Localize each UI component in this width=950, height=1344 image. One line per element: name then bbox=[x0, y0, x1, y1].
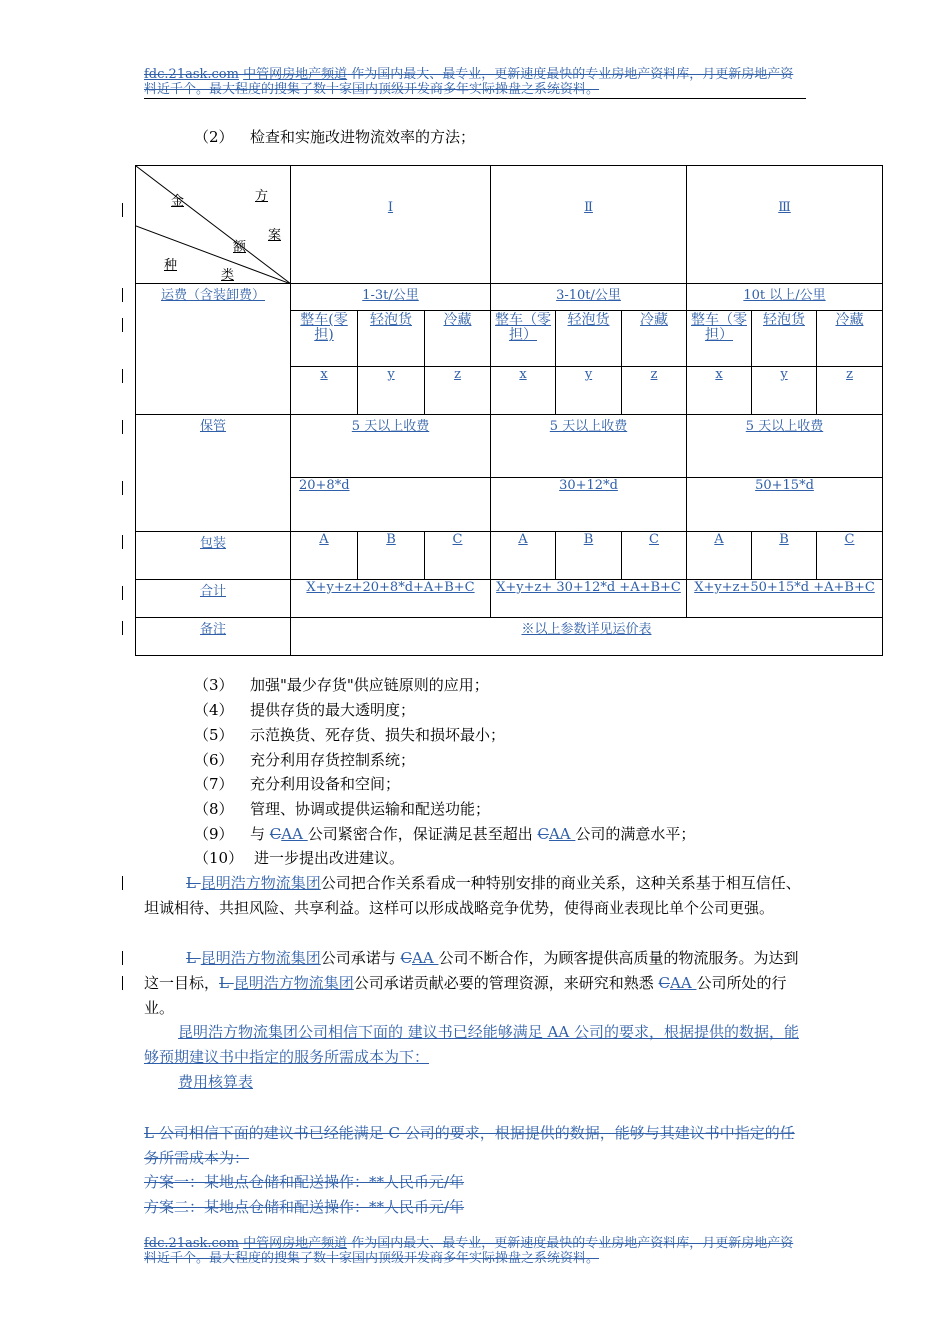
freight-value: y bbox=[752, 367, 817, 415]
list-item-9: （9） 与 CAA 公司紧密合作，保证满足甚至超出 CAA 公司的满意水平； bbox=[194, 825, 696, 843]
row-label-remark: 备注 bbox=[136, 618, 291, 656]
list-item-2 bbox=[194, 127, 475, 147]
paragraph-proposal-deleted: L 公司相信下面的建议书已经能满足 C 公司的要求，根据提供的数据，能够与其建议书中指定的任务所需成本为： bbox=[144, 1124, 795, 1167]
change-bar bbox=[122, 288, 123, 302]
list-item-6: （6） 充分利用存货控制系统； bbox=[194, 751, 416, 769]
packing-value: B bbox=[556, 532, 622, 580]
list-item-3: （3） 加强"最少存货"供应链原则的应用； bbox=[194, 676, 489, 694]
scheme-header-1: Ⅰ bbox=[291, 166, 491, 284]
change-bar bbox=[122, 420, 123, 434]
freight-value: x bbox=[491, 367, 556, 415]
list-item-5: （5） 示范换货、死存货、损失和损坏最小； bbox=[194, 726, 506, 744]
change-bar bbox=[122, 318, 123, 332]
row-label-total: 合计 bbox=[136, 580, 291, 618]
freight-range-3: 10t 以上/公里 bbox=[687, 284, 883, 311]
diag-label: 方 bbox=[255, 189, 269, 204]
freight-value: x bbox=[291, 367, 358, 415]
freight-value: y bbox=[358, 367, 425, 415]
storage-formula-3: 50+15*d bbox=[687, 478, 883, 532]
diag-label: 种 bbox=[164, 258, 178, 273]
freight-sub-light: 轻泡货 bbox=[556, 311, 622, 367]
storage-formula-1: 20+8*d bbox=[291, 478, 491, 532]
storage-note: 5 天以上收费 bbox=[687, 415, 883, 478]
storage-formula-2: 30+12*d bbox=[491, 478, 687, 532]
diag-label: 金 bbox=[171, 194, 185, 209]
header-description: 作为国内最大、最专业，更新速度最快的专业房地产资料库，月更新房地产资料近千个。最大程度的搜集了数十家国内顶级开发商多年实际操盘之系统资料。 bbox=[144, 67, 794, 97]
row-label-storage: 保管 bbox=[136, 415, 291, 532]
scheme-header-2: Ⅱ bbox=[491, 166, 687, 284]
diag-label: 额 bbox=[233, 240, 247, 255]
freight-value: z bbox=[622, 367, 687, 415]
packing-value: C bbox=[622, 532, 687, 580]
deleted-text: L bbox=[186, 874, 201, 892]
diag-label: 类 bbox=[221, 268, 235, 283]
paragraph-partnership: L 昆明浩方物流集团公司把合作关系看成一种特别安排的商业关系，这种关系基于相互信任、坦诚相待、共担风险、共享利益。这样可以形成战略竞争优势，使得商业表现比单个公司更强。 bbox=[144, 874, 801, 917]
packing-value: A bbox=[291, 532, 358, 580]
total-value-1: X+y+z+20+8*d+A+B+C bbox=[291, 580, 491, 618]
packing-value: B bbox=[752, 532, 817, 580]
change-bar bbox=[122, 535, 123, 549]
change-bar bbox=[122, 621, 123, 635]
change-bar bbox=[122, 203, 123, 217]
storage-note: 5 天以上收费 bbox=[291, 415, 491, 478]
freight-value: z bbox=[425, 367, 491, 415]
change-bar bbox=[122, 951, 123, 965]
storage-note: 5 天以上收费 bbox=[491, 415, 687, 478]
list-item-4: （4） 提供存货的最大透明度； bbox=[194, 701, 416, 719]
paragraph-commitment: L 昆明浩方物流集团公司承诺与 CAA 公司不断合作，为顾客提供高质量的物流服务。为达到这一目标，L 昆明浩方物流集团公司承诺贡献必要的管理资源，来研究和熟悉 CAA 公司所处的行业。 bbox=[144, 949, 799, 1017]
change-bar bbox=[122, 369, 123, 383]
footer-description: 作为国内最大、最专业，更新速度最快的专业房地产资料库，月更新房地产资料近千个。最大程度的搜集了数十家国内顶级开发商多年实际操盘之系统资料。 bbox=[144, 1236, 794, 1266]
list-item-7: （7） 充分利用设备和空间； bbox=[194, 775, 401, 793]
inserted-text: 昆明浩方物流集团 bbox=[200, 874, 321, 892]
freight-sub-light: 轻泡货 bbox=[358, 311, 425, 367]
header-site-link[interactable]: fdc.21ask.com bbox=[144, 67, 239, 82]
scheme-header-3: Ⅲ bbox=[687, 166, 883, 284]
freight-value: z bbox=[817, 367, 883, 415]
cost-table-title: 费用核算表 bbox=[178, 1073, 254, 1091]
packing-value: C bbox=[425, 532, 491, 580]
diag-label: 案 bbox=[268, 228, 282, 243]
cost-table bbox=[135, 165, 883, 656]
freight-value: y bbox=[556, 367, 622, 415]
packing-value: C bbox=[817, 532, 883, 580]
row-label-freight: 运费（含装卸费） bbox=[136, 284, 291, 415]
list-text: 检查和实施改进物流效率的方法； bbox=[250, 128, 476, 146]
freight-sub-cold: 冷藏 bbox=[622, 311, 687, 367]
diagonal-header-cell bbox=[136, 166, 291, 284]
deleted-text: C bbox=[269, 825, 282, 843]
inserted-text: AA bbox=[281, 825, 308, 843]
change-bar bbox=[122, 481, 123, 495]
deleted-text: C bbox=[537, 825, 549, 843]
footer-site-link[interactable]: fdc.21ask.com bbox=[144, 1236, 239, 1251]
freight-sub-full: 整车(零担) bbox=[291, 311, 358, 367]
inserted-text: AA bbox=[548, 825, 576, 843]
remark-text: ※以上参数详见运价表 bbox=[291, 618, 883, 656]
footer-channel-link[interactable]: 中管网房地产频道 bbox=[243, 1236, 348, 1251]
packing-value: A bbox=[491, 532, 556, 580]
page-footer bbox=[144, 1236, 806, 1266]
list-item-10: （10） 进一步提出改进建议。 bbox=[194, 849, 405, 867]
total-value-3: X+y+z+50+15*d +A+B+C bbox=[687, 580, 883, 618]
freight-value: x bbox=[687, 367, 752, 415]
list-item-8: （8） 管理、协调或提供运输和配送功能； bbox=[194, 800, 491, 818]
plan-one-deleted: 方案一：某地点仓储和配送操作：**人民币元/年 bbox=[144, 1173, 465, 1191]
freight-sub-cold: 冷藏 bbox=[425, 311, 491, 367]
total-value-2: X+y+z+ 30+12*d +A+B+C bbox=[491, 580, 687, 618]
change-bar bbox=[122, 976, 123, 990]
freight-sub-full: 整车（零担） bbox=[491, 311, 556, 367]
freight-sub-cold: 冷藏 bbox=[817, 311, 883, 367]
list-number: （2） bbox=[194, 128, 234, 146]
freight-range-1: 1-3t/公里 bbox=[291, 284, 491, 311]
freight-range-2: 3-10t/公里 bbox=[491, 284, 687, 311]
change-bar bbox=[122, 586, 123, 600]
change-bar bbox=[122, 876, 123, 890]
header-channel-link[interactable]: 中管网房地产频道 bbox=[243, 67, 348, 82]
freight-sub-light: 轻泡货 bbox=[752, 311, 817, 367]
page-header bbox=[144, 67, 806, 99]
plan-two-deleted: 方案二：某地点仓储和配送操作：**人民币元/年 bbox=[144, 1198, 465, 1216]
freight-sub-full: 整车（零担） bbox=[687, 311, 752, 367]
packing-value: A bbox=[687, 532, 752, 580]
packing-value: B bbox=[358, 532, 425, 580]
paragraph-proposal-inserted: 昆明浩方物流集团公司相信下面的 建议书已经能够满足 AA 公司的要求，根据提供的数据，能够预期建议书中指定的服务所需成本为下： bbox=[144, 1023, 799, 1066]
row-label-packing: 包装 bbox=[136, 532, 291, 580]
